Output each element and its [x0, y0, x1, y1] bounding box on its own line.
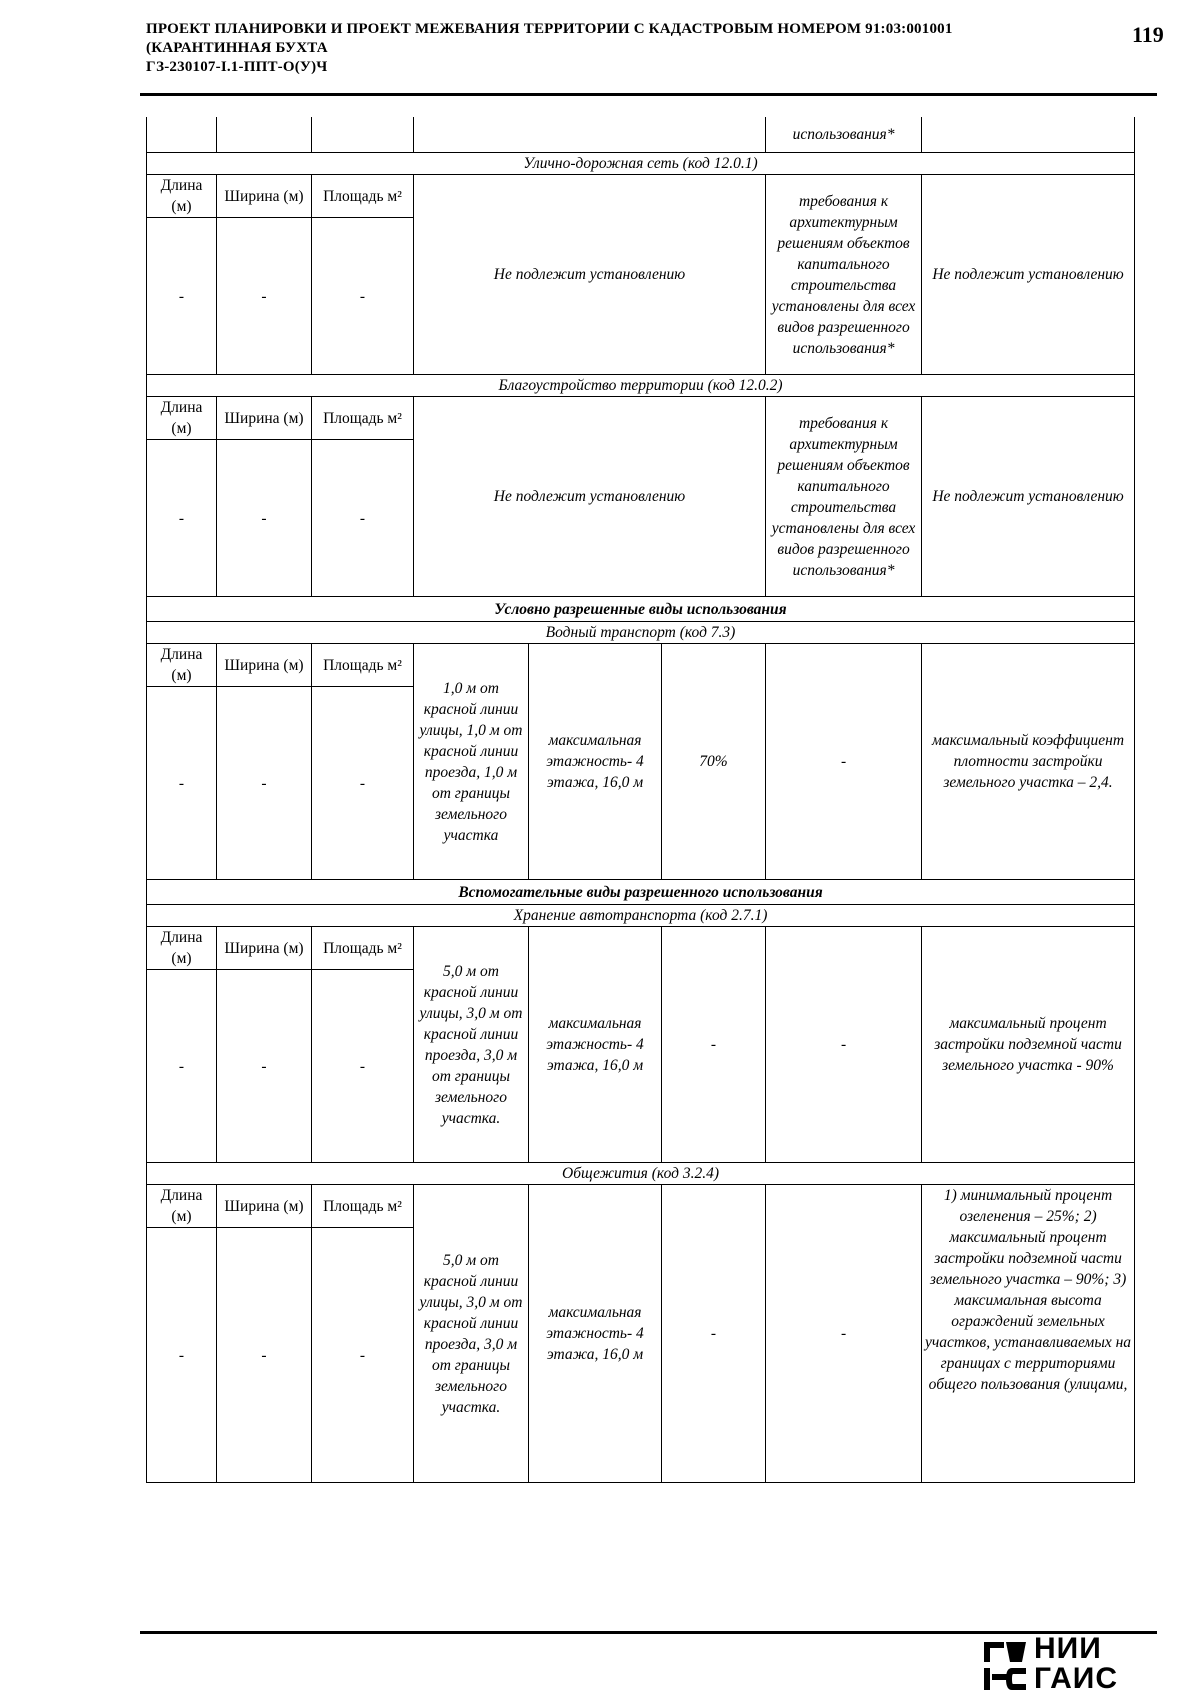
regulations-table	[146, 117, 1135, 1483]
col-width: Ширина (м)	[217, 1185, 312, 1228]
cell-continued: использования*	[766, 117, 922, 153]
col-length: Длина (м)	[147, 927, 217, 970]
other-parameter: Не подлежит установлению	[922, 397, 1135, 597]
table-row	[147, 153, 1135, 175]
company-logo	[982, 1634, 1166, 1696]
architecture-requirement: -	[766, 927, 922, 1163]
area-value: -	[312, 970, 414, 1163]
other-parameter: 1) минимальный процент озеленения – 25%; 2) максимальный процент застройки подземной части земельного участка – 90%; 3) максимальная высота ограждений земельных участков, устанавливаемых на границах с территориями общего пользования (улицами,	[922, 1185, 1135, 1483]
table-row	[147, 175, 1135, 218]
col-length: Длина (м)	[147, 175, 217, 218]
width-value: -	[217, 687, 312, 880]
col-width: Ширина (м)	[217, 175, 312, 218]
table-row	[147, 1185, 1135, 1228]
table-row	[147, 1163, 1135, 1185]
logo-mark-icon	[982, 1638, 1030, 1692]
architecture-requirement: требования к архитектурным решениям объектов капитального строительства установлены для всех видов разрешенного использования*	[766, 397, 922, 597]
max-floors: максимальная этажность- 4 этажа, 16,0 м	[529, 644, 662, 880]
col-length: Длина (м)	[147, 397, 217, 440]
area-value: -	[312, 218, 414, 375]
width-value: -	[217, 970, 312, 1163]
col-length: Длина (м)	[147, 1185, 217, 1228]
setback-value: 1,0 м от красной линии улицы, 1,0 м от красной линии проезда, 1,0 м от границы земельного участка	[414, 644, 529, 880]
table-row	[147, 905, 1135, 927]
setback-value: 5,0 м от красной линии улицы, 3,0 м от красной линии проезда, 3,0 м от границы земельного участка.	[414, 927, 529, 1163]
header-divider	[140, 93, 1157, 96]
width-value: -	[217, 1228, 312, 1483]
group-title: Вспомогательные виды разрешенного использования	[147, 880, 1135, 905]
table-row	[147, 397, 1135, 440]
logo-text-bottom: ГАИС	[1034, 1662, 1119, 1695]
col-width: Ширина (м)	[217, 644, 312, 687]
col-area: Площадь м²	[312, 397, 414, 440]
col-width: Ширина (м)	[217, 397, 312, 440]
table-row	[147, 375, 1135, 397]
section-title: Улично-дорожная сеть (код 12.0.1)	[147, 153, 1135, 175]
table-row	[147, 644, 1135, 687]
setback-value: 5,0 м от красной линии улицы, 3,0 м от красной линии проезда, 3,0 м от границы земельного участка.	[414, 1185, 529, 1483]
table-row	[147, 880, 1135, 905]
document-header	[146, 20, 1126, 77]
section-title: Хранение автотранспорта (код 2.7.1)	[147, 905, 1135, 927]
architecture-requirement: требования к архитектурным решениям объектов капитального строительства установлены для всех видов разрешенного использования*	[766, 175, 922, 375]
col-area: Площадь м²	[312, 175, 414, 218]
logo-text-top: НИИ	[1034, 1632, 1102, 1665]
length-value: -	[147, 1228, 217, 1483]
max-build-percent: 70%	[662, 644, 766, 880]
other-parameter: максимальный процент застройки подземной части земельного участка - 90%	[922, 927, 1135, 1163]
col-area: Площадь м²	[312, 644, 414, 687]
header-title: ПРОЕКТ ПЛАНИРОВКИ И ПРОЕКТ МЕЖЕВАНИЯ ТЕРРИТОРИИ С КАДАСТРОВЫМ НОМЕРОМ 91:03:001001	[146, 21, 953, 37]
max-build-percent: -	[662, 1185, 766, 1483]
col-area: Площадь м²	[312, 1185, 414, 1228]
architecture-requirement: -	[766, 1185, 922, 1483]
area-value: -	[312, 440, 414, 597]
setback-value: Не подлежит установлению	[414, 175, 766, 375]
table-row	[147, 622, 1135, 644]
other-parameter: Не подлежит установлению	[922, 175, 1135, 375]
group-title: Условно разрешенные виды использования	[147, 597, 1135, 622]
table-row	[147, 927, 1135, 970]
length-value: -	[147, 218, 217, 375]
col-length: Длина (м)	[147, 644, 217, 687]
length-value: -	[147, 687, 217, 880]
header-subtitle: (КАРАНТИННАЯ БУХТА	[146, 40, 328, 56]
table-row	[147, 117, 1135, 153]
col-width: Ширина (м)	[217, 927, 312, 970]
max-floors: максимальная этажность- 4 этажа, 16,0 м	[529, 1185, 662, 1483]
area-value: -	[312, 1228, 414, 1483]
max-build-percent: -	[662, 927, 766, 1163]
width-value: -	[217, 218, 312, 375]
other-parameter: максимальный коэффициент плотности застройки земельного участка – 2,4.	[922, 644, 1135, 880]
length-value: -	[147, 970, 217, 1163]
setback-value: Не подлежит установлению	[414, 397, 766, 597]
table-row	[147, 597, 1135, 622]
length-value: -	[147, 440, 217, 597]
section-title: Водный транспорт (код 7.3)	[147, 622, 1135, 644]
header-document-code: ГЗ-230107-I.1-ППТ-О(У)Ч	[146, 59, 328, 75]
section-title: Общежития (код 3.2.4)	[147, 1163, 1135, 1185]
max-floors: максимальная этажность- 4 этажа, 16,0 м	[529, 927, 662, 1163]
width-value: -	[217, 440, 312, 597]
area-value: -	[312, 687, 414, 880]
col-area: Площадь м²	[312, 927, 414, 970]
page-number: 119	[1132, 22, 1164, 47]
architecture-requirement: -	[766, 644, 922, 880]
section-title: Благоустройство территории (код 12.0.2)	[147, 375, 1135, 397]
